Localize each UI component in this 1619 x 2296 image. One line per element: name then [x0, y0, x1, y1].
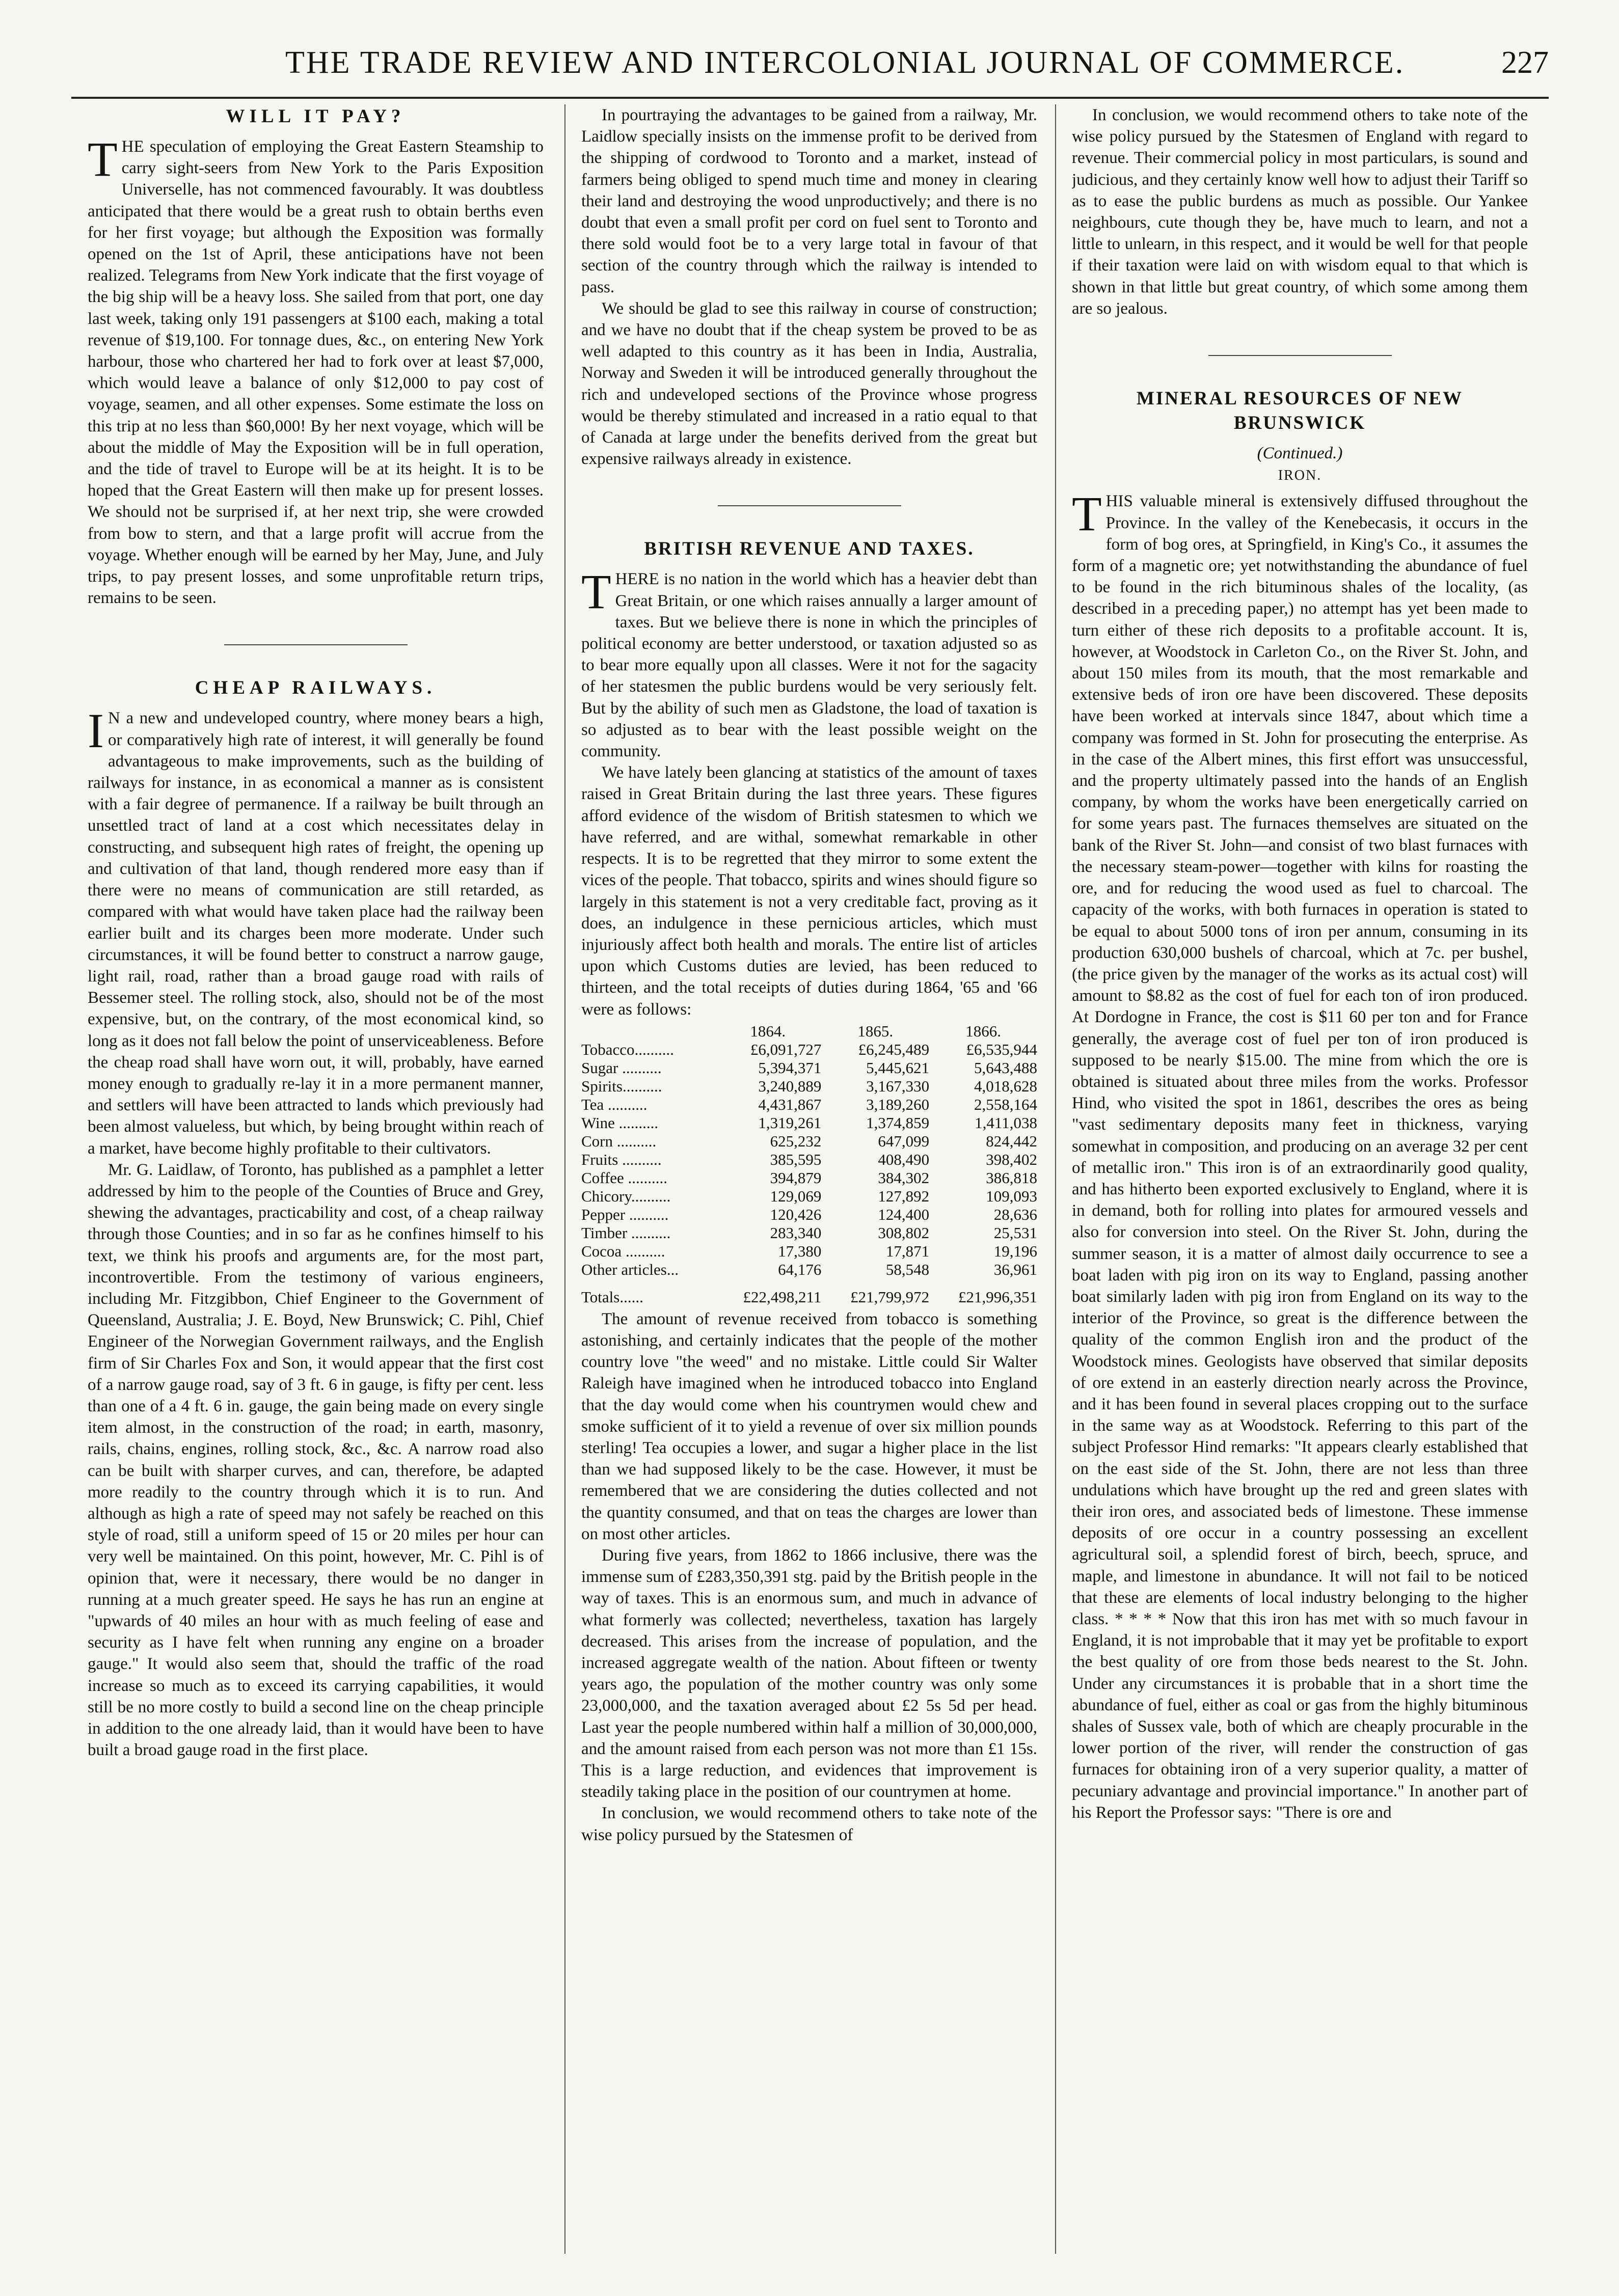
table-cell: 1,319,261 — [758, 1113, 822, 1132]
table-row — [581, 1224, 1037, 1242]
table-cell: 394,879 — [770, 1168, 822, 1187]
table-cell: 127,892 — [878, 1187, 930, 1205]
table-header-cell: 1866. — [965, 1022, 1001, 1040]
table-cell: 647,099 — [878, 1132, 930, 1150]
table-cell: Tobacco.......... — [581, 1040, 674, 1058]
table-header-cell — [581, 1022, 714, 1041]
table-cell: 824,442 — [986, 1132, 1037, 1150]
table-cell: 124,400 — [878, 1205, 930, 1223]
table-cell: Wine .......... — [581, 1113, 659, 1132]
table-row — [581, 1206, 1037, 1224]
article-paragraph: I N a new and undeveloped country, where money bears a high, or comparatively high rate of interest, it will generally be found advantageous to make improvements, such as the building of railways for instance, in as economical a manner as is consistent with a fair degree of permanence. If a railway be built through an unsettled tract of land at a cost which necessitates delay in constructing, and subsequent high rates of freight, the opening up and cultivation of that land, though rendered more easy than if there were no means of communication are still retarded, as compared with what would have taken place had the railway been earlier built and its charges been more moderate. Under such circumstances, it will be found better to construct a narrow gauge, light rail, road, rather than a broad gauge road with rails of Bessemer steel. The rolling stock, also, should not be of the most expensive, but, on the contrary, of the most economical kind, so long as it does not fall below the point of unserviceableness. Before the cheap road shall have worn out, it will, probably, have earned money enough to gradually re-lay it in a more permanent manner, and settlers will have been attracted to lands which previously had been almost valueless, but which, by being brought within reach of a market, have become highly profitable to their cultivators. — [88, 703, 544, 1158]
table-cell: 19,196 — [993, 1242, 1037, 1260]
table-cell: 4,431,867 — [758, 1095, 822, 1113]
table-cell: 1,374,859 — [866, 1113, 930, 1132]
table-cell: Chicory.......... — [581, 1187, 671, 1205]
customs-duties-table — [581, 1022, 1037, 1306]
table-cell: Cocoa .......... — [581, 1242, 665, 1260]
article-paragraph: THIS valuable mineral is extensively diffused throughout the Province. In the valley of the Kenebecasis, it occurs in the form of bog ores, at Springfield, in King's Co., it assumes the form of a magnetic ore; yet notwithstanding the abundance of fuel to be found in the rich bituminous shales of the locality, (as described in a preceding paper,) no attempt has yet been made to turn either of these rich deposits to a profitable account. It is, however, at Woodstock in Carleton Co., on the River St. John, and about 150 miles from its mouth, that the most remarkable and extensive beds of iron ore have been discovered. These deposits have been worked at intervals since 1847, about which time a company was formed in St. John for prosecuting the enterprise. As in the case of the Albert mines, this first effort was unsuccessful, and the property ultimately passed into the hands of an English company, by whom the works have been energetically carried on for some years past. The furnaces themselves are situated on the bank of the River St. John—and consist of two blast furnaces with the necessary steam-power—together with kilns for roasting the ore, and for reducing the wood used as fuel to charcoal. The capacity of the works, with both furnaces in operation is stated to be equal to about 5000 tons of iron per annum, consuming in its production 630,000 bushels of charcoal, which at 7c. per bushel, (the price given by the manager of the works as its actual cost) will amount to $8.82 as the cost of fuel for each ton of iron produced. At Dordogne in France, the cost is $11 60 per ton and for France generally, the average cost of fuel per ton of iron produced is supposed to be nearly $15.00. The mine from which the ore is obtained is situated about three miles from the works. Professor Hind, who visited the spot in 1861, describes the ores as being "vast sedimentary deposits many feet in thickness, varying somewhat in composition, and producing on an average 32 per cent of metallic iron." This iron is of an extraordinarily good quality, and has hitherto been exported exclusively to England, where it is in demand, both for rolling into plates for armoured vessels and also for conversion into steel. On the River St. John, during the summer season, it is a matter of almost daily occurrence to see a boat laden with pig iron on its way to England, passing another boat similarly laden with pig iron from England on its way to the interior of the Province, so great is the difference between the quality of the common English iron and the product of the Woodstock mines. Geologists have observed that similar deposits of ore extend in an easterly direction nearly across the Province, and it has been found in several places cropping out to the surface in the same way as at Woodstock. Referring to this part of the subject Professor Hind remarks: "It appears clearly established that on the east side of the St. John, there are not less than three undulations which have brought up the red and green slates with their iron ores, and associated beds of limestone. These immense deposits of ore occur in a country possessing an excellent agricultural soil, a splendid forest of birch, beech, spruce, and maple, and limestone in abundance. It will not fail to be noticed that these are elements of local industry belonging to the higher class. * * * * Now that this iron has met with so much favour in England, it is not improbable that it may yet be profitable to export the best quality of ore from those beds nearest to the St. John. Under any circumstances it is probable that in a short time the abundance of fuel, either as coal or gas from the highly bituminous shales of Sussex vale, both of which are cheaply procurable in the lower portion of the river, will render the construction of gas furnaces for obtaining iron of a very superior quality, a matter of pecuniary advantage and provincial importance." In another part of his Report the Professor says: "There is ore and — [1072, 486, 1528, 1822]
table-cell: 625,232 — [770, 1132, 822, 1150]
article-title-will-it-pay: WILL IT PAY? — [226, 106, 406, 127]
table-cell: £6,535,944 — [966, 1040, 1037, 1058]
table-cell: 3,189,260 — [866, 1095, 930, 1113]
article-title-british-revenue: BRITISH REVENUE AND TAXES. — [644, 538, 975, 560]
article-paragraph: Mr. G. Laidlaw, of Toronto, has published as a pamphlet a letter addressed by him to the people of the Counties of Bruce and Grey, shewing the advantages, practicability and cost, of a cheap railway through those Counties; and in so far as he confines himself to his text, we think his proofs and arguments are, for the most part, incontrovertible. From the testimony of various engineers, including Mr. Fitzgibbon, Chief Engineer to the Government of Queensland, Australia; J. E. Boyd, New Brunswick; C. Pihl, Chief Engineer of the Norwegian Government railways, and the English firm of Sir Charles Fox and Son, it would appear that the first cost of a narrow gauge road, say of 3 ft. 6 in gauge, is fifty per cent. less than one of a 4 ft. 6 in. gauge, the gain being made on every single item almost, in the construction of the road; in earth, masonry, rails, chains, engines, rolling stock, &c., &c. A narrow road also can be built with sharper curves, and can, therefore, be adapted more readily to the country through which it is to run. And although as high a rate of speed may not safely be reached on this style of road, still a uniform speed of 15 or 20 miles per hour can very well be maintained. On this point, however, Mr. C. Pihl is of opinion that, were it necessary, there would be no danger in running at a much greater speed. He says he has run an engine at "upwards of 40 miles an hour with as much feeling of ease and security as I have felt when running any engine on a broader gauge." It would also seem that, should the traffic of the road increase so much as to exceed its carrying capabilities, it would still be no more costly to build a second line on the cheap principle in addition to the one already laid, than it would have been to have built a broad gauge road in the first place. — [88, 1160, 544, 1760]
table-cell: 36,961 — [993, 1260, 1037, 1278]
table-cell: Corn .......... — [581, 1132, 657, 1150]
article-paragraph-continued: In conclusion, we would recommend others to take note of the wise policy pursued by the Statesmen of England with regard to revenue. Their commercial policy in most particulars, is sound and judicious, and they certainly know well how to adjust their Tariff so as to ease the public burdens as much as possible. Our Yankee neighbours, cute though they be, have much to learn, and not a little to unlearn, in this respect, and it would be well for that people if their taxation were laid on with wisdom equal to that which is shown in that little but great country, of which some among them are so jealous. — [1072, 106, 1528, 318]
table-row — [581, 1261, 1037, 1279]
article-paragraph: We should be glad to see this railway in course of construction; and we have no doubt that if the cheap system be proved to be as well adapted to this country as it has been in India, Australia, Norway and Sweden it will be introduced generally throughout the rich and undeveloped sections of the Province whose progress would be thereby stimulated and increased in a ratio equal to that of Canada at large under the benefits derived from the great but expensive railways already in existence. — [581, 299, 1037, 469]
table-cell: 283,340 — [770, 1223, 822, 1242]
table-cell: 3,167,330 — [866, 1077, 930, 1095]
table-cell: Pepper .......... — [581, 1205, 669, 1223]
table-cell: 5,445,621 — [866, 1058, 930, 1077]
table-row — [581, 1169, 1037, 1187]
table-cell: 64,176 — [778, 1260, 822, 1278]
table-cell: 384,302 — [878, 1168, 930, 1187]
table-row — [581, 1151, 1037, 1169]
table-cell: 308,802 — [878, 1223, 930, 1242]
table-cell: Spirits.......... — [581, 1077, 662, 1095]
section-separator — [718, 505, 901, 506]
journal-title: THE TRADE REVIEW AND INTERCOLONIAL JOURNAL OF COMMERCE. — [285, 45, 1405, 80]
table-totals-row — [581, 1279, 1037, 1306]
table-cell: 4,018,628 — [974, 1077, 1037, 1095]
table-cell: £21,799,972 — [850, 1288, 930, 1306]
table-row — [581, 1132, 1037, 1151]
table-cell: Totals...... — [581, 1288, 643, 1306]
column-2 — [581, 104, 1037, 2264]
table-header-cell: 1865. — [857, 1022, 894, 1040]
page-header — [71, 36, 1549, 99]
drop-cap: I — [88, 703, 104, 758]
continued-label: (Continued.) — [1257, 444, 1343, 463]
table-row — [581, 1187, 1037, 1206]
column-3 — [1072, 104, 1528, 2264]
table-cell: Other articles... — [581, 1260, 679, 1278]
article-title-cheap-railways: CHEAP RAILWAYS. — [195, 677, 437, 699]
article-paragraph: THE speculation of employing the Great Eastern Steamship to carry sight-seers from New York to the Paris Exposition Universelle, has not commenced favourably. It was doubtless anticipated that there would be a great rush to obtain berths even for her first voyage; but although the Exposition was formally opened on the 1st of April, these anticipations have not been realized. Telegrams from New York indicate that the first voyage of the big ship will be a heavy loss. She sailed from that port, one day last week, taking only 191 passengers at $100 each, making a total revenue of $19,100. For tonnage dues, &c., on entering New York harbour, those who chartered her had to fork over at least $7,000, which would leave a balance of only $12,000 to pay cost of voyage, seamen, and all other expenses. Some estimate the loss on this trip at no less than $60,000! By her next voyage, which will be about the middle of May the Exposition will be in full operation, and the tide of travel to Europe will be at its height. It is to be hoped that the Great Eastern will then make up for present losses. We should not be surprised if, at her next trip, she were crowded from bow to stern, and that a large profit will accrue from the voyage. Whether enough will be earned by her May, June, and July trips, to pay present losses, and some unprofitable return trips, remains to be seen. — [88, 132, 544, 608]
section-separator — [224, 644, 408, 645]
table-cell: Sugar .......... — [581, 1058, 662, 1077]
column-divider — [1055, 104, 1056, 2254]
table-cell: 5,394,371 — [758, 1058, 822, 1077]
table-cell: Tea .......... — [581, 1095, 647, 1113]
drop-cap: T — [1072, 486, 1102, 541]
table-row — [581, 1242, 1037, 1261]
column-divider — [564, 104, 565, 2254]
table-cell: 120,426 — [770, 1205, 822, 1223]
table-cell: Fruits .......... — [581, 1150, 662, 1168]
table-cell: 17,380 — [778, 1242, 822, 1260]
drop-cap: T — [88, 132, 118, 186]
table-row — [581, 1096, 1037, 1114]
article-paragraph: During five years, from 1862 to 1866 inclusive, there was the immense sum of £283,350,391 stg. paid by the British people in the way of taxes. This is an enormous sum, and much in advance of what formerly was collected; nevertheless, taxation has largely decreased. This arises from the increase of population, and the increased aggregate wealth of the nation. About fifteen or twenty years ago, the population of the mother country was only some 23,000,000, and the taxation averaged about £2 5s 5d per head. Last year the people numbered within half a million of 30,000,000, and the amount raised from each person was not more than £1 15s. This is a large reduction, and evidences that improvement is steadily taking place in the position of our countrymen at home. — [581, 1546, 1037, 1801]
table-cell: 5,643,488 — [974, 1058, 1037, 1077]
article-paragraph: We have lately been glancing at statistics of the amount of taxes raised in Great Britain during the last three years. These figures afford evidence of the wisdom of British statesmen to which we have referred, and are withal, somewhat remarkable in other respects. It is to be regretted that they mirror to some extent the vices of the people. That tobacco, spirits and wines should figure so largely in this statement is not a very creditable fact, proving as it does, an indulgence in these pernicious articles, which must injuriously affect both health and morals. The entire list of articles upon which Customs duties are levied, has been reduced to thirteen, and the total receipts of duties during 1864, '65 and '66 were as follows: — [581, 763, 1037, 1019]
article-paragraph: The amount of revenue received from tobacco is something astonishing, and certainly indicates that the people of the mother country love "the weed" and no mistake. Little could Sir Walter Raleigh have imagined when he introduced tobacco into England that the day would come when his countrymen would chew and smoke sufficient of it to yield a revenue of over six million pounds sterling! Tea occupies a lower, and sugar a higher place in the list than we had supposed likely to be the case. However, it must be remembered that we are considering the duties collected and not the quantity consumed, and that on teas the charges are lower than on most other articles. — [581, 1309, 1037, 1543]
table-row — [581, 1077, 1037, 1096]
table-row — [581, 1114, 1037, 1132]
article-paragraph: In conclusion, we would recommend others to take note of the wise policy pursued by the Statesmen of — [581, 1804, 1037, 1844]
table-cell: Coffee .......... — [581, 1168, 668, 1187]
article-paragraph: In pourtraying the advantages to be gained from a railway, Mr. Laidlow specially insists on the immense profit to be derived from the shipping of cordwood to Toronto and a market, instead of farmers being obliged to spend much time and money in clearing their land and destroying the wood unproductively; and there is no doubt that even a small profit per cord on fuel sent to Toronto and there sold would foot be to a very large total in favour of that section of the country through which the railway is intended to pass. — [581, 106, 1037, 296]
section-separator — [1208, 355, 1392, 356]
table-cell: 3,240,889 — [758, 1077, 822, 1095]
drop-cap: T — [581, 564, 611, 619]
table-header-row — [581, 1022, 1037, 1041]
table-cell: 385,595 — [770, 1150, 822, 1168]
table-cell: £21,996,351 — [958, 1288, 1037, 1306]
table-cell: £22,498,211 — [743, 1288, 822, 1306]
table-cell: 17,871 — [885, 1242, 930, 1260]
table-cell: 25,531 — [993, 1223, 1037, 1242]
table-row — [581, 1041, 1037, 1059]
table-cell: 109,093 — [986, 1187, 1037, 1205]
table-cell: £6,245,489 — [858, 1040, 930, 1058]
table-cell: 28,636 — [993, 1205, 1037, 1223]
table-cell: £6,091,727 — [750, 1040, 822, 1058]
table-cell: 2,558,164 — [974, 1095, 1037, 1113]
table-body — [581, 1041, 1037, 1306]
table-cell: 58,548 — [885, 1260, 930, 1278]
table-header-cell: 1864. — [750, 1022, 786, 1040]
table-cell: 386,818 — [986, 1168, 1037, 1187]
article-paragraph: THERE is no nation in the world which has a heavier debt than Great Britain, or one which raises annually a larger amount of taxes. But we believe there is none in which the principles of political economy are better understood, or taxation adjusted so as to bear more equally upon all classes. Were it not for the sagacity of her statesmen the public burdens would be very seriously felt. But by the ability of such men as Gladstone, the load of taxation is so adjusted as to bear with the least possible weight on the community. — [581, 564, 1037, 761]
table-cell: 1,411,038 — [975, 1113, 1037, 1132]
table-cell: 398,402 — [986, 1150, 1037, 1168]
column-1 — [88, 104, 544, 2264]
table-row — [581, 1059, 1037, 1077]
table-cell: Timber .......... — [581, 1223, 671, 1242]
page-number: 227 — [1501, 45, 1549, 80]
section-subhead: IRON. — [1278, 468, 1322, 484]
article-title-mineral-resources: MINERAL RESOURCES OF NEW BRUNSWICK — [1136, 388, 1464, 434]
table-cell: 129,069 — [770, 1187, 822, 1205]
table-cell: 408,490 — [878, 1150, 930, 1168]
